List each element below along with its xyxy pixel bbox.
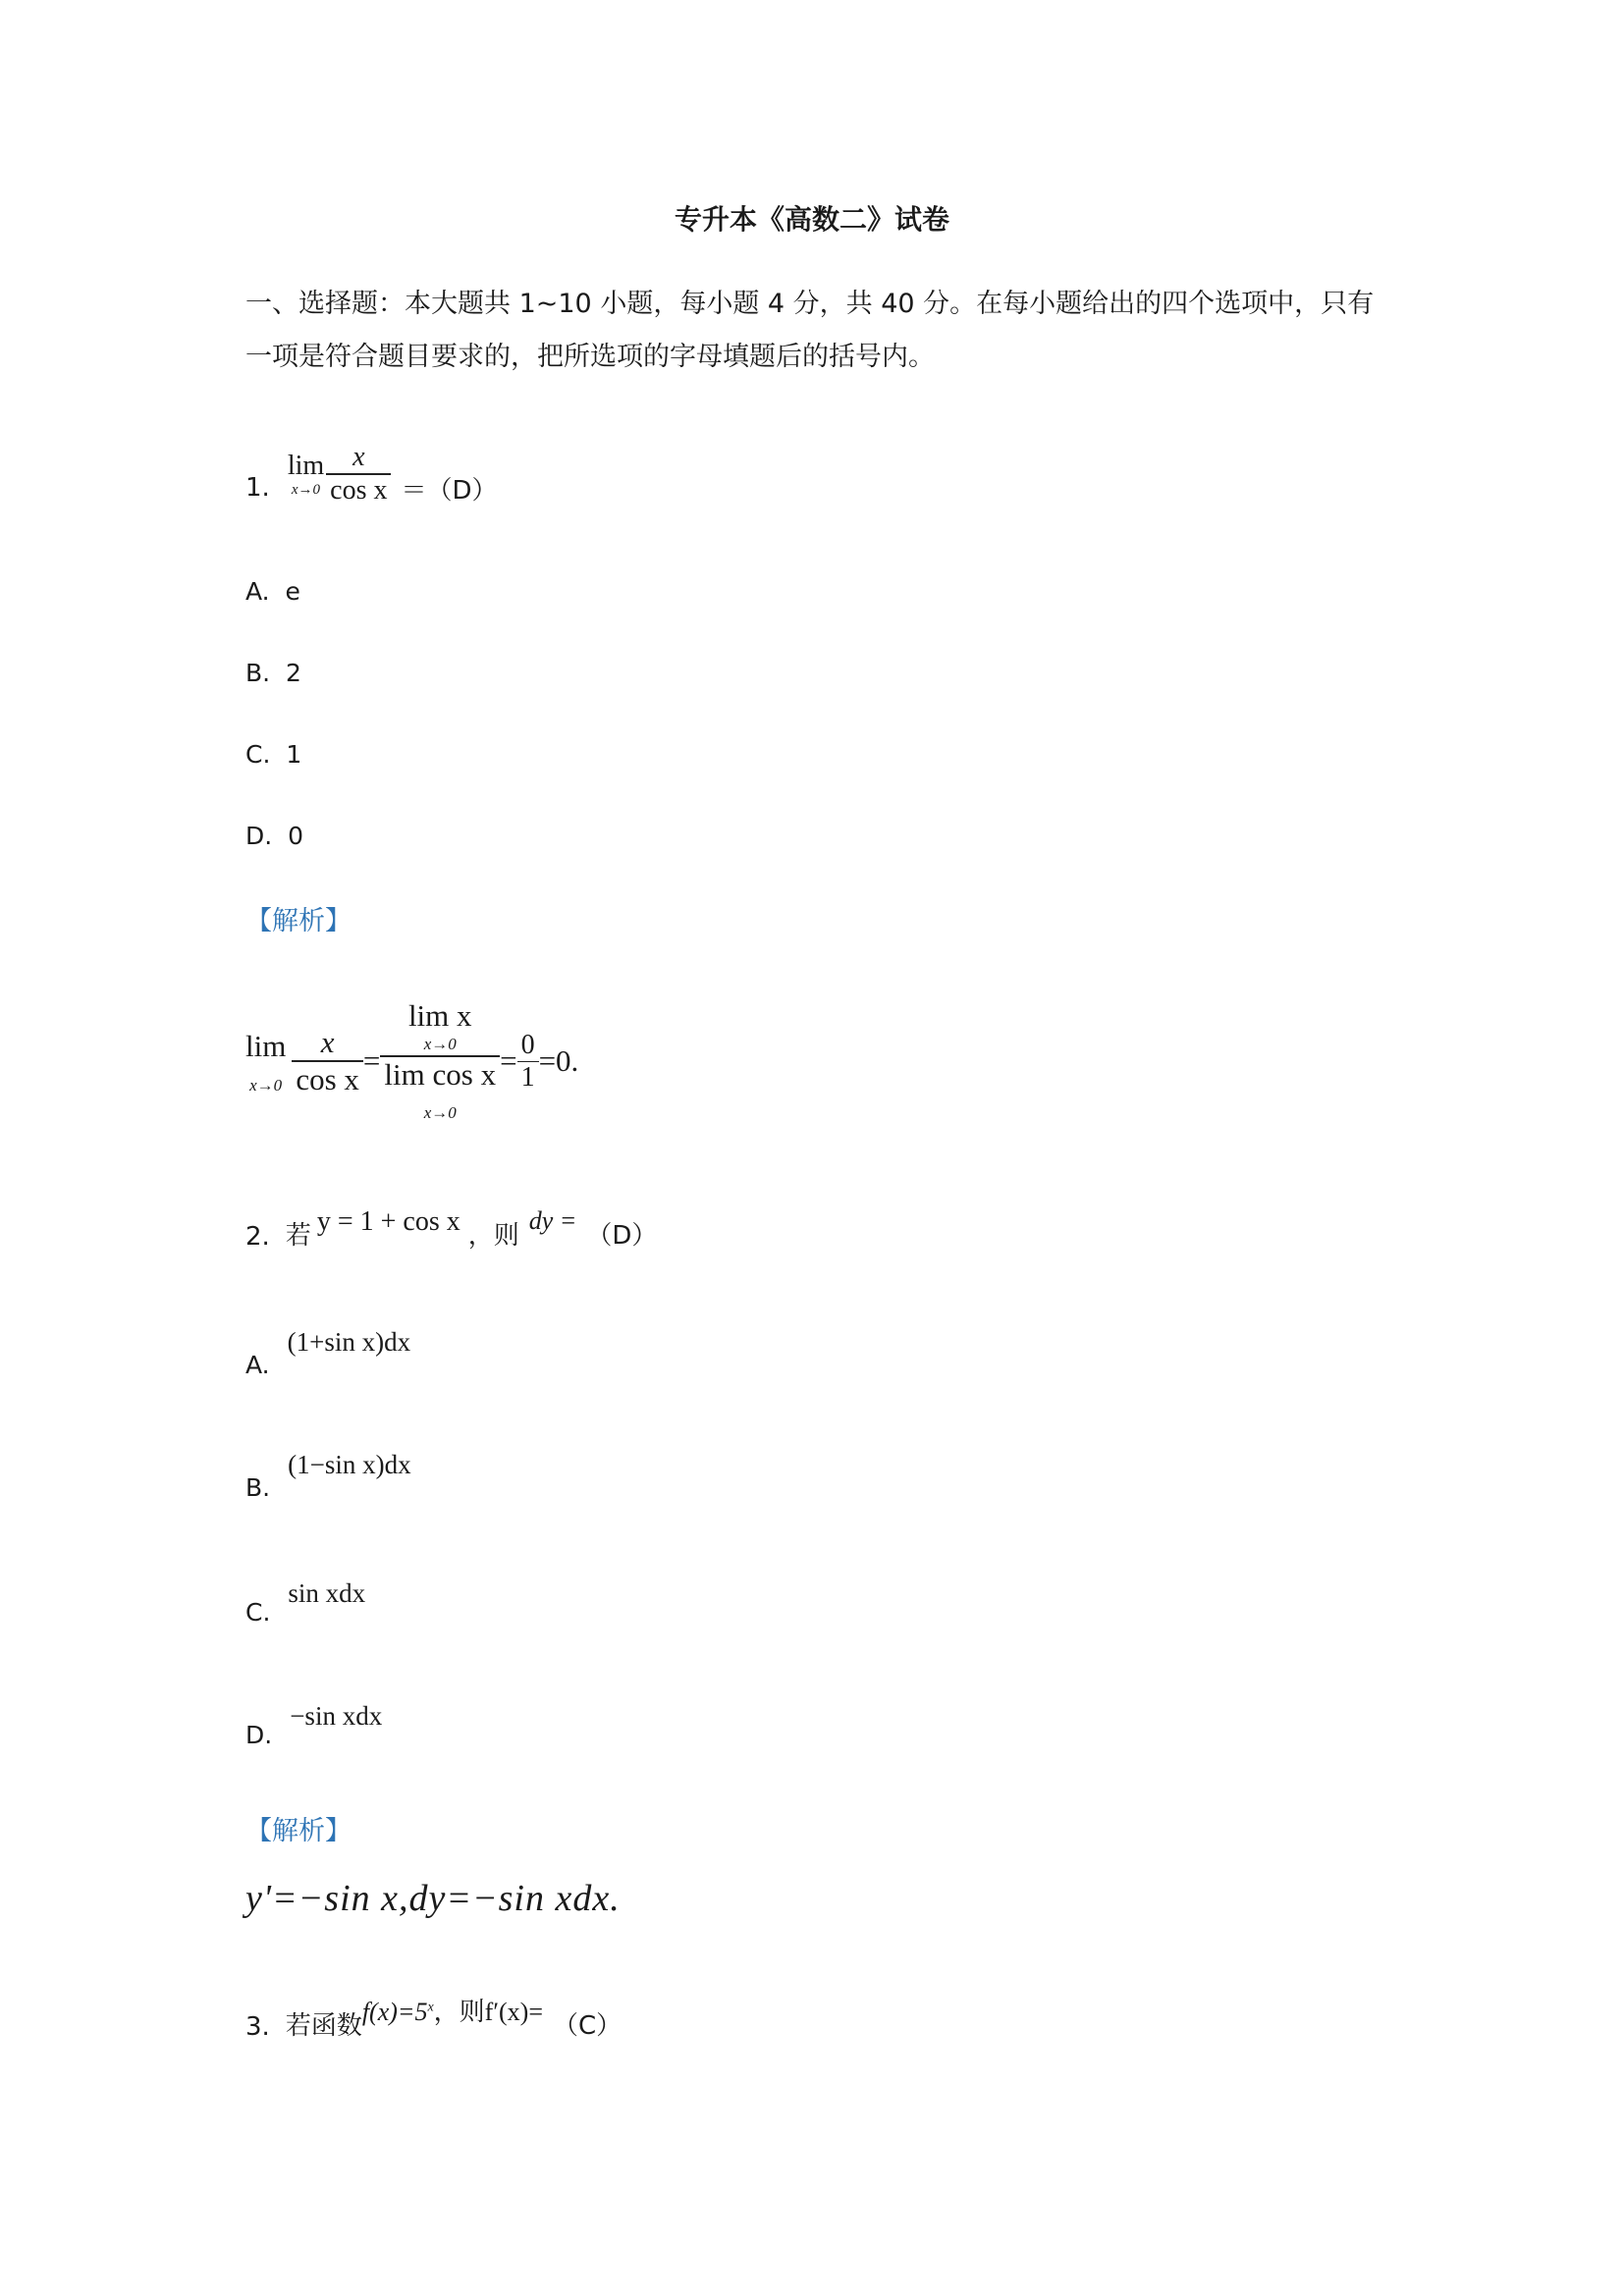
- option-a: A. (1+sin x)dx: [245, 1327, 411, 1379]
- fraction: lim x x→0 lim cos x x→0: [380, 998, 500, 1124]
- option-c: C. sin xdx: [245, 1578, 366, 1627]
- analysis-label: 【解析】: [245, 906, 352, 936]
- analysis-label: 【解析】: [245, 1816, 352, 1846]
- answer: ＝（D）: [401, 475, 498, 506]
- fraction: $\frac{0}{1}$: [517, 1030, 539, 1094]
- option-c: C. 1: [245, 740, 302, 769]
- option-d: D. −sin xdx: [245, 1701, 383, 1749]
- question-number: 2.: [245, 1222, 270, 1252]
- section-intro: 一、选择题：本大题共 1~10 小题，每小题 4 分，共 40 分。在每小题给出的四个选项中，只有一项是符合题目要求的，把所选项的字母填题后的括号内。: [245, 289, 1375, 372]
- q2-solution: y'=−sin x,dy=−sin xdx.: [245, 1878, 621, 1919]
- question-3: 3. 若函数 $f(x)=5^x$，则f′(x)= （C）: [245, 1993, 622, 2042]
- equation: $f(x)=5^x$，则f′(x)=: [361, 1998, 543, 2026]
- equation: y = 1 + cos x: [316, 1206, 460, 1237]
- limit-operator: lim x→0: [287, 451, 325, 498]
- fraction: $\frac{x}{\text{cos x}}$: [292, 1025, 363, 1097]
- question-1: [245, 430, 498, 518]
- question-number: 3.: [245, 2012, 270, 2042]
- question-number: 1.: [245, 473, 270, 503]
- answer: （C）: [553, 2011, 623, 2041]
- answer: （D）: [586, 1221, 658, 1251]
- equation: dy =: [528, 1206, 577, 1235]
- option-a: A. e: [245, 577, 300, 606]
- option-b: B. 2: [245, 659, 301, 687]
- option-d: D. 0: [245, 822, 304, 850]
- question-2: 2. 若 y = 1 + cos x ，则 dy = （D）: [245, 1206, 658, 1252]
- option-b: B. (1−sin x)dx: [245, 1450, 411, 1502]
- fraction: $\frac{x}{\text{cos x}}$: [326, 442, 391, 507]
- limit-operator: lim x→0: [245, 1029, 287, 1095]
- q1-solution: lim x→0 $\frac{x}{\text{cos x}}$ = lim x x→0 lim cos x x→0 = $\frac{0}{1}$ =0.: [245, 998, 579, 1122]
- exam-title: 专升本《高数二》试卷: [674, 203, 949, 236]
